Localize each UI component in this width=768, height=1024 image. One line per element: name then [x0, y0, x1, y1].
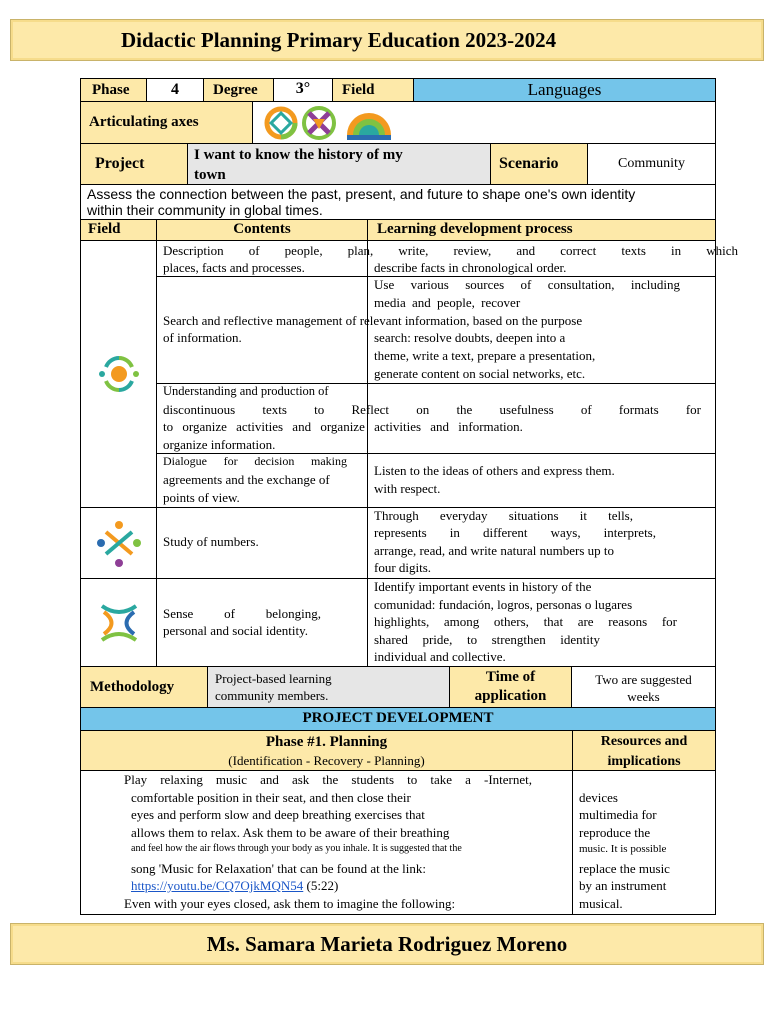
- resources-label-line1: Resources and: [600, 734, 688, 749]
- field-icon-cell-languages: [80, 240, 157, 508]
- phase-planning-title: Phase #1. Planning: [265, 734, 388, 750]
- music-link[interactable]: https://youtu.be/CQ7OjkMQN54: [131, 878, 304, 893]
- phase-planning-subtitle: (Identification - Recovery - Planning): [228, 753, 425, 768]
- field-value: Languages: [413, 78, 716, 102]
- resources-label-line2: implications: [607, 754, 681, 769]
- row2-process-line1: Use various sources of consultation, including: [374, 277, 680, 292]
- articulating-axes-label: Articulating axes: [80, 101, 253, 144]
- resources-line4: music. It is possible: [579, 843, 667, 855]
- time-of-application-value: [571, 666, 716, 708]
- time-label-line1: Time of: [485, 669, 536, 685]
- row2-contents-line1: Search and reflective management of relevant information, based on the purpose: [163, 313, 583, 328]
- degree-label: Degree: [203, 78, 274, 102]
- methodology-label: Methodology: [80, 666, 208, 708]
- time-value-line1: Two are suggested: [595, 672, 692, 687]
- link-duration: (5:22): [303, 878, 339, 893]
- phase-planning-header: [80, 730, 573, 771]
- row3-line2: discontinuous texts to Reflect on the usefulness of formats for: [163, 402, 701, 417]
- row1-line1: Description of people, plan, write, review, and correct texts in which: [163, 243, 738, 258]
- page-title: Didactic Planning Primary Education 2023-2024: [121, 28, 557, 52]
- rainbow-book-icon: [347, 113, 391, 140]
- numbers-field-icon: [94, 518, 144, 568]
- time-value-line2: weeks: [627, 689, 660, 704]
- methodology-value: [207, 666, 450, 708]
- row3-line3: to organize activities and organize activities and information.: [163, 419, 523, 434]
- resources-line1: devices: [579, 790, 618, 805]
- row4-contents-line1: Dialogue for decision making: [163, 454, 347, 468]
- planning-line6: song 'Music for Relaxation' that can be found at the link:: [131, 861, 426, 876]
- project-title: [187, 143, 491, 185]
- row2-process-line2: media and people, recover: [374, 295, 521, 310]
- scenario-value: Community: [587, 143, 716, 185]
- circle-diamond-icon: [267, 109, 295, 137]
- project-development-title: PROJECT DEVELOPMENT: [80, 707, 716, 731]
- field-icon-cell-numbers: [80, 507, 157, 579]
- planning-line4: allows them to relax. Ask them to be aware of their breathing: [131, 825, 450, 840]
- row5-process-line4: four digits.: [374, 560, 432, 575]
- purpose-line1: Assess the connection between the past, present, and future to shape one's own identity: [87, 186, 636, 202]
- project-title-line1: I want to know the history of my: [194, 147, 403, 163]
- row6-contents-line2: personal and social identity.: [163, 623, 309, 638]
- row6-process-line1: Identify important events in history of the: [374, 579, 592, 594]
- row6-process-line5: individual and collective.: [374, 649, 506, 664]
- identity-field-icon: [94, 598, 144, 648]
- planning-line5: and feel how the air flows through your body as you inhale. It is suggested that the: [131, 843, 462, 854]
- methodology-line1: Project-based learning: [215, 671, 332, 686]
- resources-line2: multimedia for: [579, 807, 657, 822]
- footer-banner: [10, 923, 764, 965]
- row5-contents-line1: Study of numbers.: [163, 534, 259, 549]
- row2-contents-line2: of information.: [163, 330, 242, 345]
- planning-line3: eyes and perform slow and deep breathing exercises that: [131, 807, 425, 822]
- axes-icons-cell: [252, 101, 716, 144]
- row6-process-line2: comunidad: fundación, logros, personas o lugares: [374, 597, 633, 612]
- row1-contents-line2: places, facts and processes.: [163, 260, 305, 275]
- phase-value: 4: [146, 78, 204, 102]
- row5-process-line2: represents in different ways, interprets,: [374, 525, 656, 540]
- scenario-label: Scenario: [490, 143, 588, 185]
- row4-contents-line3: points of view.: [163, 490, 240, 505]
- row6-process-line4: shared pride, to strengthen identity: [374, 632, 600, 647]
- purpose-line2: within their community in global times.: [87, 202, 323, 218]
- axes-icons: [261, 102, 411, 144]
- project-title-line2: town: [194, 167, 226, 183]
- resources-line3: reproduce the: [579, 825, 651, 840]
- degree-value: 3°: [273, 78, 333, 102]
- resources-line7: musical.: [579, 896, 623, 911]
- languages-field-icon: [94, 349, 144, 399]
- project-label: Project: [80, 143, 188, 185]
- row5-process-line1: Through everyday situations it tells,: [374, 508, 633, 523]
- purpose-text: [80, 184, 716, 220]
- planning-link-line: [131, 878, 338, 894]
- row1-process-line2: describe facts in chronological order.: [374, 260, 567, 275]
- resources-line6: by an instrument: [579, 878, 667, 893]
- field-icon-cell-identity: [80, 578, 157, 667]
- time-of-application-label: [449, 666, 572, 708]
- planning-line2: comfortable position in their seat, and then close their: [131, 790, 411, 805]
- teacher-name: Ms. Samara Marieta Rodriguez Moreno: [206, 932, 568, 956]
- row6-contents-line1: Sense of belonging,: [163, 606, 321, 621]
- cross-circle-icon: [304, 108, 334, 138]
- row2-process-line3: search: resolve doubts, deepen into a: [374, 330, 566, 345]
- row2-process-line4: theme, write a text, prepare a presentation,: [374, 348, 596, 363]
- planning-line1: Play relaxing music and ask the students to take a -Internet,: [124, 772, 532, 787]
- methodology-line2: community members.: [215, 688, 329, 703]
- header-process: Learning development process: [367, 219, 716, 241]
- resources-line5: replace the music: [579, 861, 670, 876]
- row4-process-line2: with respect.: [374, 481, 441, 496]
- row5-process-line3: arrange, read, and write natural numbers up to: [374, 543, 615, 558]
- row3-line1: Understanding and production of: [163, 384, 329, 398]
- row2-process-line5: generate content on social networks, etc.: [374, 366, 586, 381]
- resources-header: [572, 730, 716, 771]
- phase-label: Phase: [80, 78, 147, 102]
- field-label: Field: [332, 78, 414, 102]
- row3-line4: organize information.: [163, 437, 276, 452]
- row4-process-line1: Listen to the ideas of others and express them.: [374, 463, 615, 478]
- row6-process-line3: highlights, among others, that are reasons for: [374, 614, 677, 629]
- header-field: Field: [80, 219, 157, 241]
- planning-last-line: Even with your eyes closed, ask them to imagine the following:: [124, 896, 456, 911]
- row4-contents-line2: agreements and the exchange of: [163, 472, 330, 487]
- time-label-line2: application: [474, 688, 547, 704]
- header-contents: Contents: [156, 219, 368, 241]
- header-banner: [10, 19, 764, 61]
